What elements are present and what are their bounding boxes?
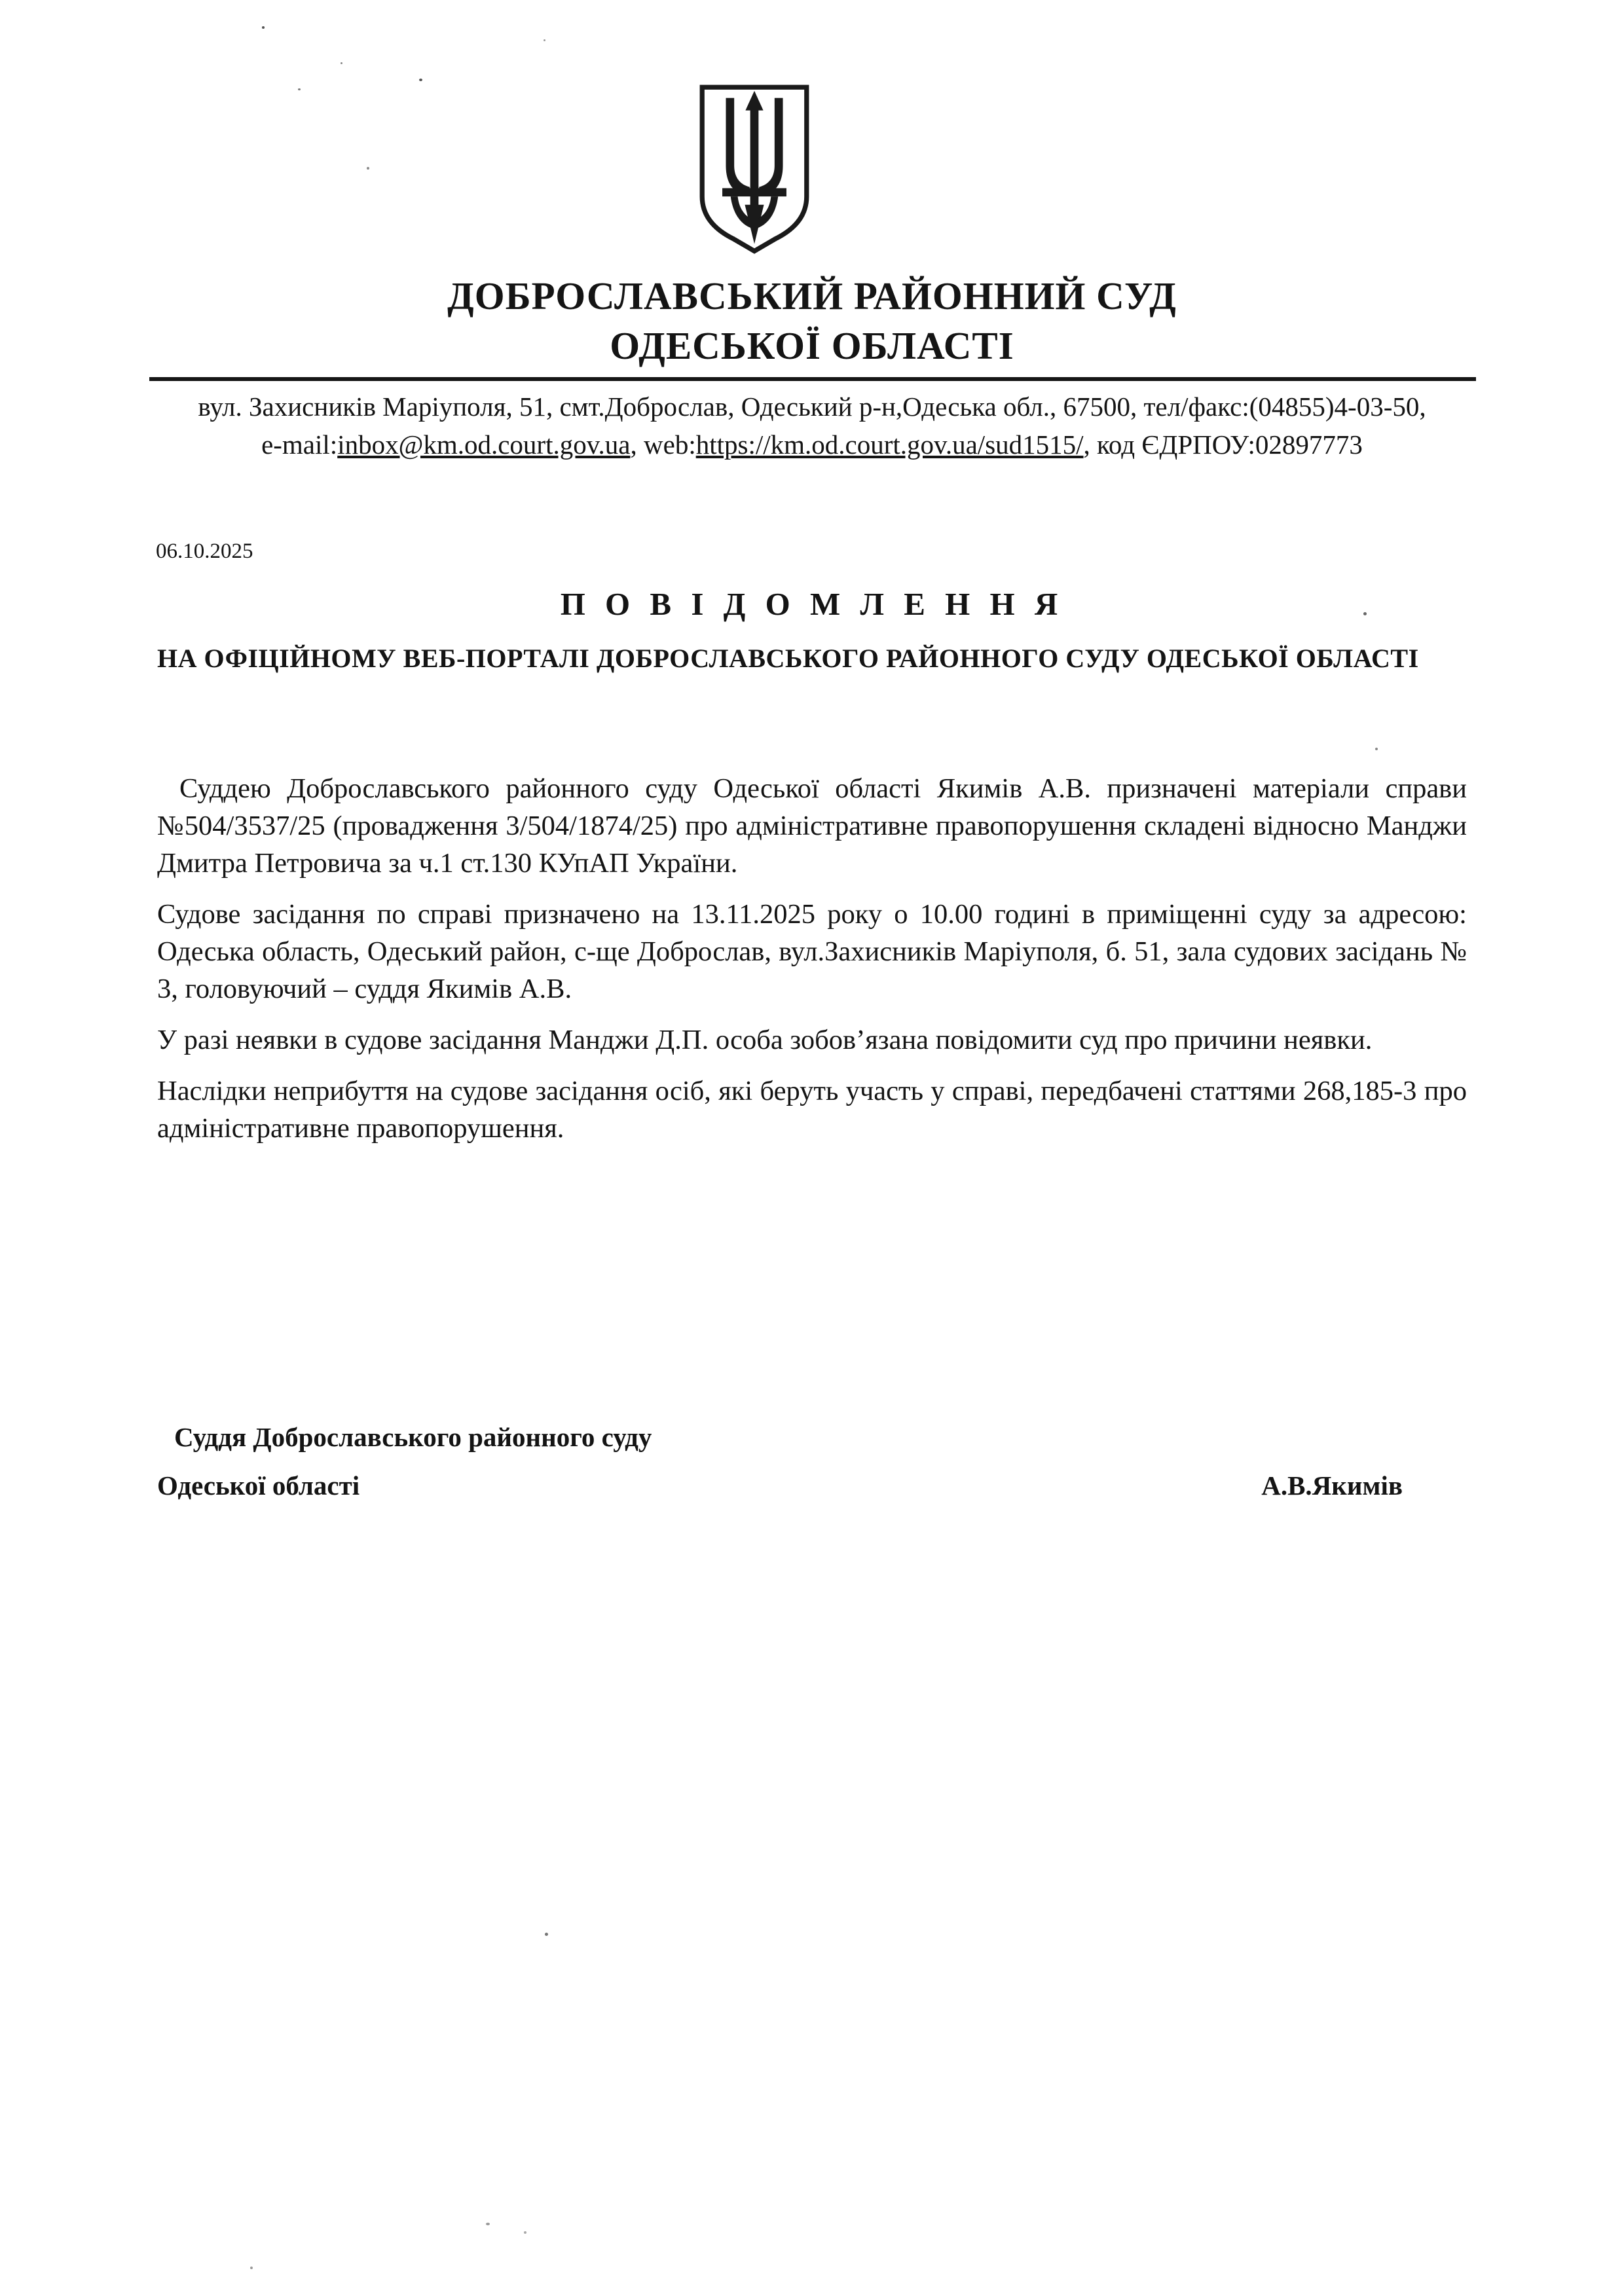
edrpou-code: , код ЄДРПОУ:02897773 <box>1083 429 1363 460</box>
scan-noise-speck <box>524 2231 526 2234</box>
scan-noise-speck <box>262 26 265 29</box>
email-address: inbox@km.od.court.gov.ua <box>337 429 631 460</box>
header-divider-rule <box>149 377 1476 381</box>
notice-paragraph: Суддею Доброславського районного суду Одеської області Якимів А.В. призначені матеріали справи №504/3537/25 (провадження 3/504/1874/25) про адміністративне правопорушення складені відносно Манджи Дмитра Петровича за ч.1 ст.130 КУпАП України. <box>157 773 1467 879</box>
notice-paragraph: Судове засідання по справі призначено на 13.11.2025 року о 10.00 годині в приміщенні суду за адресою: Одеська область, Одеський район, с-ще Доброслав, вул.Захисників Маріуполя, б. 51, зала судових засідань № 3, головуючий – суддя Якимів А.В. <box>157 899 1467 1004</box>
scan-noise-speck <box>545 1933 548 1936</box>
scan-noise-speck <box>341 62 342 64</box>
judge-name: А.В.Якимів <box>1261 1470 1403 1501</box>
notice-title: П О В І Д О М Л Е Н Н Я <box>560 586 1064 622</box>
notice-paragraph: У разі неявки в судове засідання Манджи Д.П. особа зобов’язана повідомити суд про причини неявки. <box>157 1025 1373 1055</box>
scan-noise-speck <box>419 79 422 81</box>
notice-subtitle: НА ОФІЦІЙНОМУ ВЕБ-ПОРТАЛІ ДОБРОСЛАВСЬКОГО РАЙОННОГО СУДУ ОДЕСЬКОЇ ОБЛАСТІ <box>157 644 1419 673</box>
signature-row <box>157 1469 1467 1502</box>
court-name-line2: ОДЕСЬКОЇ ОБЛАСТІ <box>610 324 1014 367</box>
signature-block <box>157 1421 1467 1502</box>
court-name-heading <box>157 271 1467 371</box>
scan-noise-speck <box>367 167 369 170</box>
scan-noise-speck <box>250 2267 253 2269</box>
scan-noise-speck <box>544 39 545 41</box>
ukraine-trident-emblem-icon <box>694 82 815 261</box>
scan-noise-speck <box>1375 748 1378 750</box>
court-address-line: вул. Захисників Маріуполя, 51, смт.Доброслав, Одеський р-н,Одеська обл., 67500, тел/факс:(04855)4-03-50, <box>198 392 1426 422</box>
court-contact-block <box>72 388 1552 464</box>
scan-noise-speck <box>1363 612 1367 615</box>
court-contact-line <box>72 426 1552 464</box>
document-date: 06.10.2025 <box>156 539 253 563</box>
scan-noise-speck <box>298 88 301 90</box>
web-label: , web: <box>630 429 696 460</box>
notice-paragraph: Наслідки неприбуття на судове засідання осіб, які беруть участь у справі, передбачені статтями 268,185-3 про адміністративне правопорушення. <box>157 1076 1467 1144</box>
signature-title-line2: Одеської області <box>157 1470 360 1501</box>
scan-noise-speck <box>486 2223 490 2225</box>
email-label: e-mail: <box>261 429 338 460</box>
notice-body <box>157 770 1467 1161</box>
court-name-line1: ДОБРОСЛАВСЬКИЙ РАЙОННИЙ СУД <box>447 274 1177 318</box>
web-url: https://km.od.court.gov.ua/sud1515/ <box>695 429 1084 460</box>
signature-title-line1: Суддя Доброславського районного суду <box>174 1422 652 1452</box>
